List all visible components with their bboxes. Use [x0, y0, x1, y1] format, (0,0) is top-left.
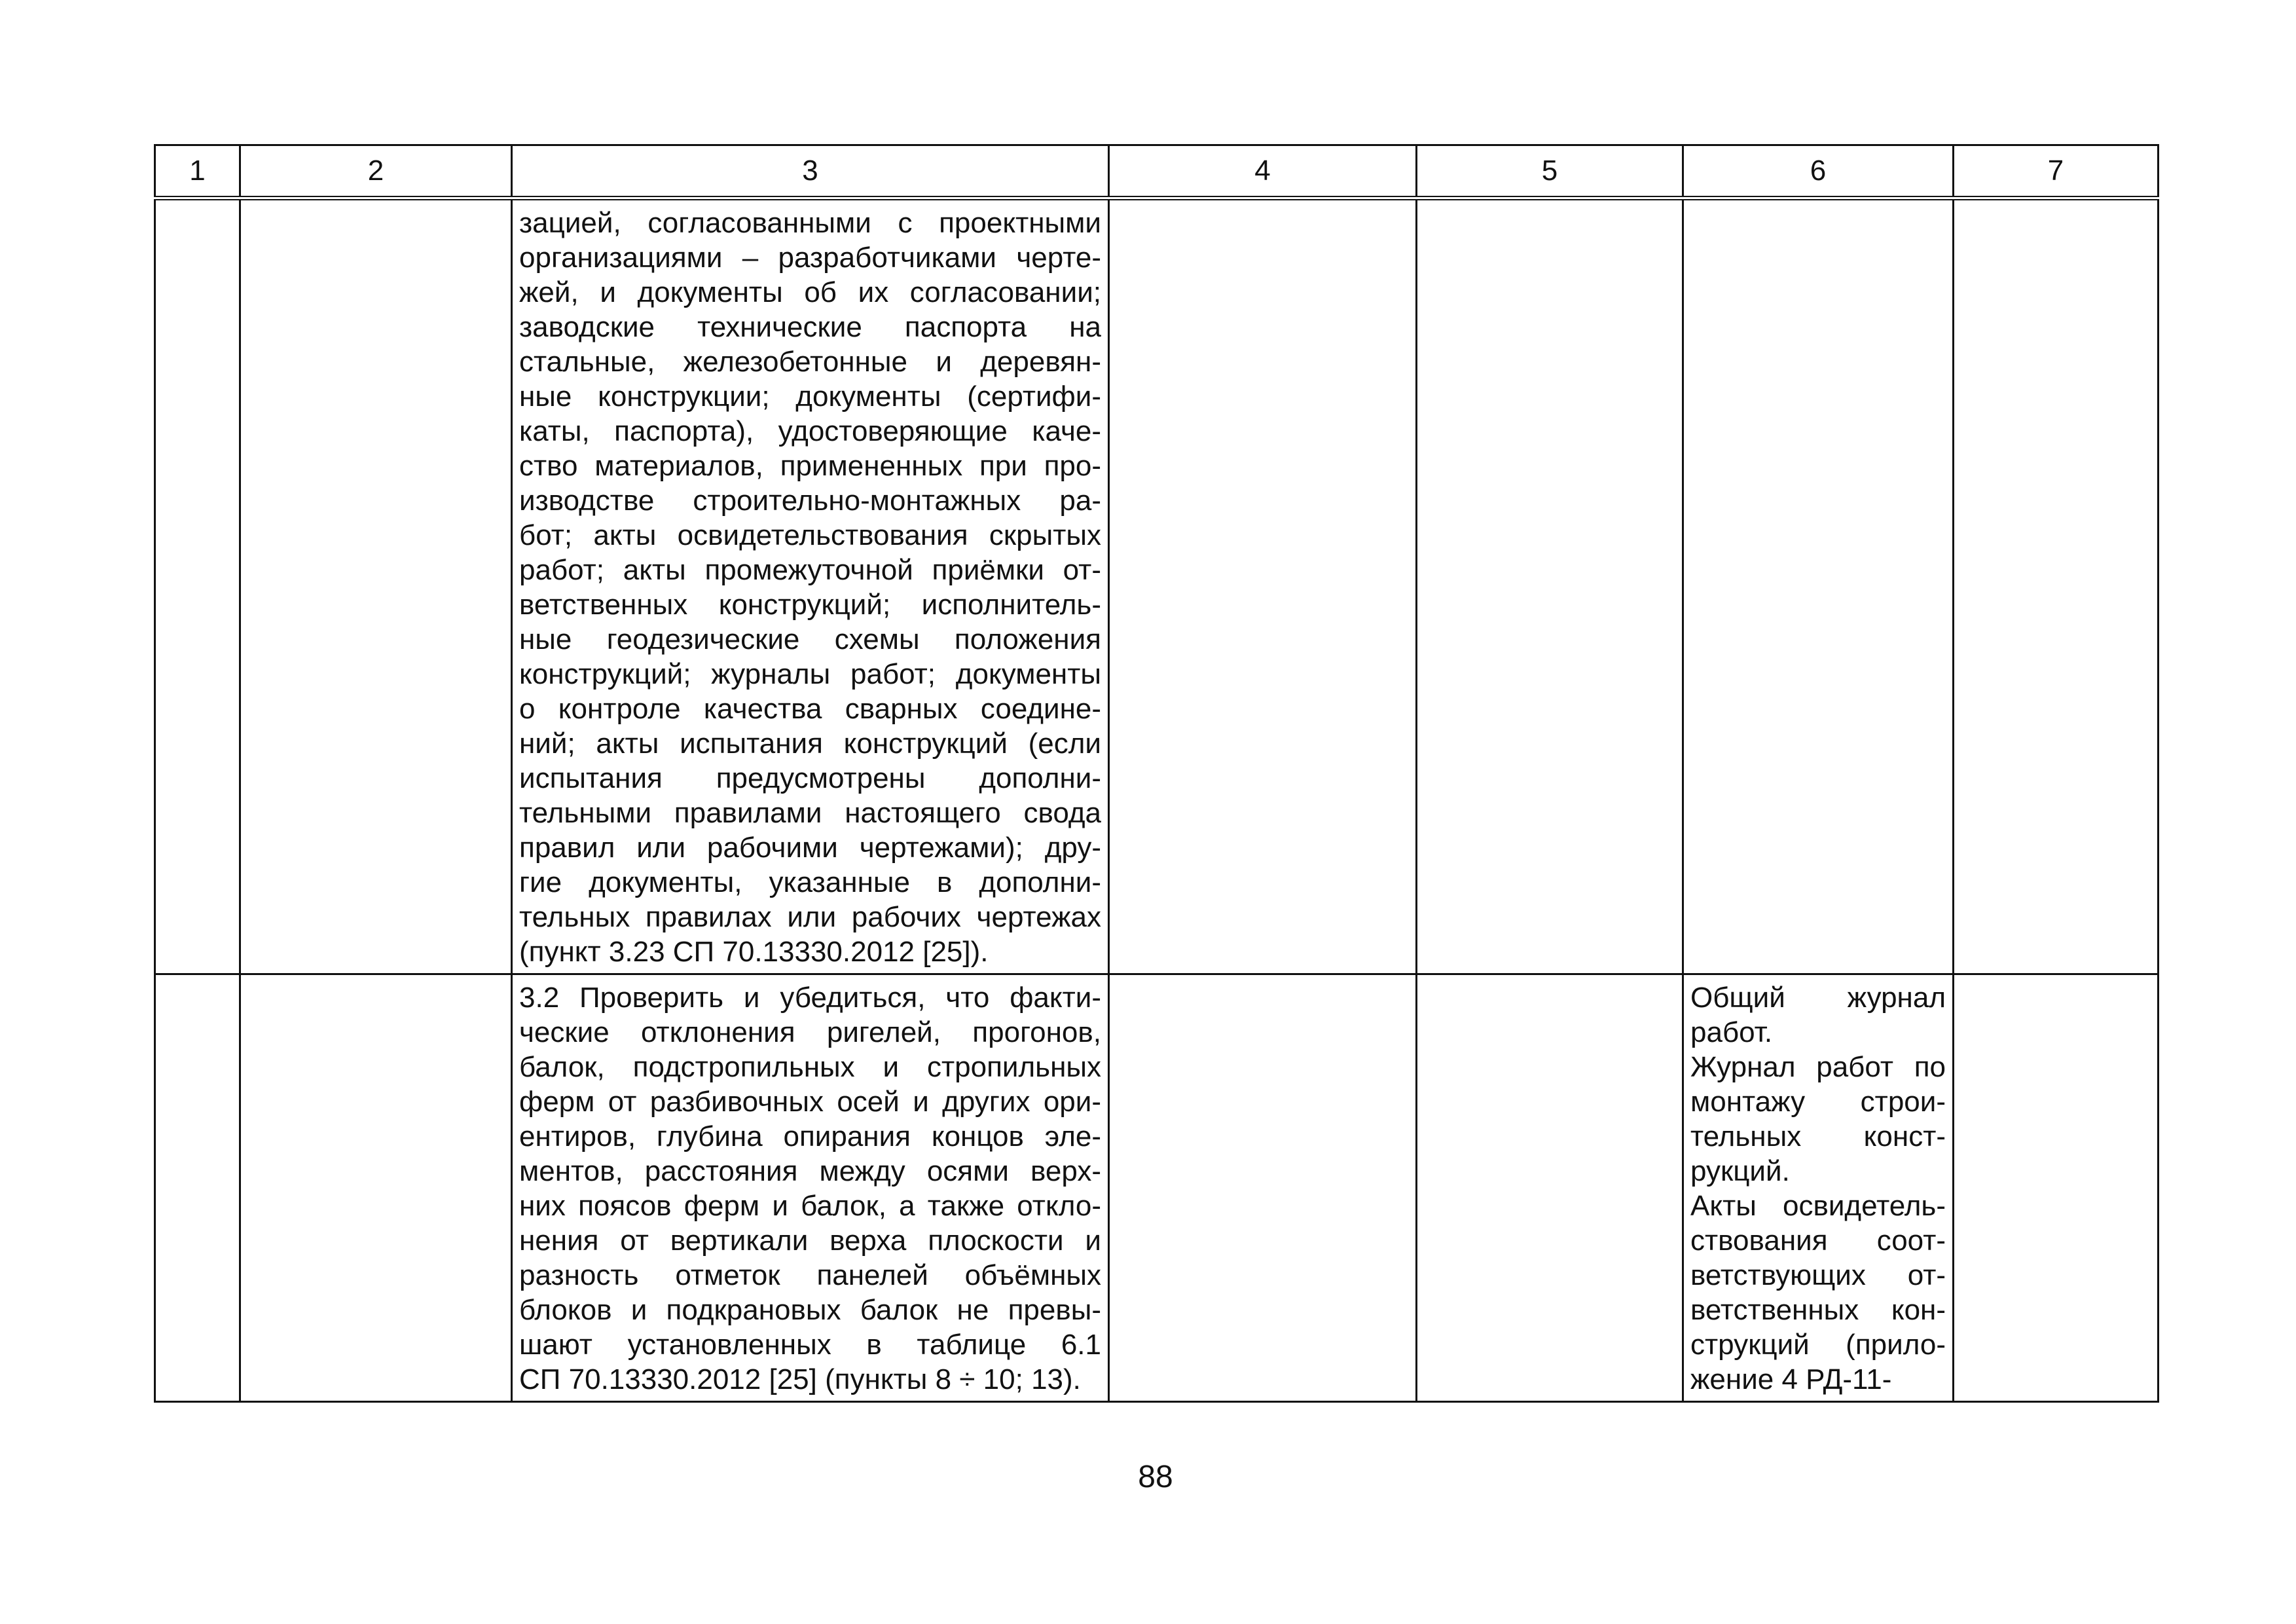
header-col-6: 6	[1683, 145, 1954, 198]
header-col-7: 7	[1954, 145, 2159, 198]
text-line: СП 70.13330.2012 [25] (пункты 8 ÷ 10; 13).	[519, 1363, 1081, 1395]
header-col-1: 1	[155, 145, 240, 198]
text-line: изводстве строительно-монтажных ра-	[519, 485, 1101, 517]
text-line: монтажу строи-	[1690, 1086, 1946, 1118]
text-line: ные геодезические схемы положения	[519, 623, 1101, 655]
row1-col3-text	[513, 200, 1108, 973]
text-line: испытания предусмотрены дополни-	[519, 762, 1101, 794]
text-line: ментов, расстояния между осями верх-	[519, 1155, 1101, 1187]
text-line: тельных правилах или рабочих чертежах	[519, 901, 1101, 933]
row1-col-7	[1954, 198, 2159, 974]
text-line: организациями – разработчиками черте-	[519, 242, 1101, 274]
header-col-2: 2	[240, 145, 512, 198]
row2-col-5	[1417, 974, 1683, 1402]
text-line: работ; акты промежуточной приёмки от-	[519, 554, 1101, 586]
text-line: правил или рабочими чертежами); дру-	[519, 832, 1101, 864]
text-line: Общий журнал	[1690, 982, 1946, 1014]
row1-col-5	[1417, 198, 1683, 974]
text-line: ентиров, глубина опирания концов эле-	[519, 1120, 1101, 1153]
text-line: зацией, согласованными с проектными	[519, 207, 1101, 239]
document-table	[154, 144, 2159, 1403]
text-line: о контроле качества сварных соедине-	[519, 693, 1101, 725]
text-line: ний; акты испытания конструкций (если	[519, 728, 1101, 760]
text-line: каты, паспорта), удостоверяющие каче-	[519, 415, 1101, 447]
text-line: ные конструкции; документы (сертифи-	[519, 380, 1101, 413]
text-line: рукций.	[1690, 1155, 1790, 1187]
row1-col-6	[1683, 198, 1954, 974]
row2-col-4	[1109, 974, 1417, 1402]
row2-col-1	[155, 974, 240, 1402]
text-line: ветственных кон-	[1690, 1294, 1946, 1326]
text-line: жей, и документы об их согласовании;	[519, 276, 1101, 308]
text-line: жение 4 РД-11-	[1690, 1363, 1892, 1395]
row1-col-4	[1109, 198, 1417, 974]
header-col-4: 4	[1109, 145, 1417, 198]
text-line: них поясов ферм и балок, а также откло-	[519, 1190, 1101, 1222]
text-line: стальные, железобетонные и деревян-	[519, 346, 1101, 378]
row2-col3-text	[513, 975, 1108, 1401]
row2-col-2	[240, 974, 512, 1402]
text-line: балок, подстропильных и стропильных	[519, 1051, 1101, 1083]
text-line: разность отметок панелей объёмных	[519, 1259, 1101, 1291]
text-line: нения от вертикали верха плоскости и	[519, 1225, 1101, 1257]
text-line: Журнал работ по	[1690, 1051, 1946, 1083]
text-line: тельными правилами настоящего свода	[519, 797, 1101, 829]
header-row	[155, 145, 2159, 198]
text-line: ветствующих от-	[1690, 1259, 1946, 1291]
row2-col-6	[1683, 974, 1954, 1402]
header-col-5: 5	[1417, 145, 1683, 198]
text-line: (пункт 3.23 СП 70.13330.2012 [25]).	[519, 936, 989, 968]
row1-col-2	[240, 198, 512, 974]
text-line: ветственных конструкций; исполнитель-	[519, 589, 1101, 621]
text-line: блоков и подкрановых балок не превы-	[519, 1294, 1101, 1326]
text-line: 3.2 Проверить и убедиться, что факти-	[519, 982, 1101, 1014]
text-line: гие документы, указанные в дополни-	[519, 866, 1101, 898]
text-line: заводские технические паспорта на	[519, 311, 1101, 343]
row2-col-3	[512, 974, 1109, 1402]
text-line: ствования соот-	[1690, 1225, 1946, 1257]
text-line: работ.	[1690, 1016, 1773, 1048]
text-line: Акты освидетель-	[1690, 1190, 1946, 1222]
page-number: 88	[1138, 1460, 1173, 1494]
row2-col-7	[1954, 974, 2159, 1402]
text-line: струкций (прило-	[1690, 1329, 1946, 1361]
text-line: конструкций; журналы работ; документы	[519, 658, 1101, 690]
text-line: ческие отклонения ригелей, прогонов,	[519, 1016, 1101, 1048]
row1-col-1	[155, 198, 240, 974]
text-line: ферм от разбивочных осей и других ори-	[519, 1086, 1101, 1118]
text-line: ство материалов, примененных при про-	[519, 450, 1101, 482]
text-line: бот; акты освидетельствования скрытых	[519, 519, 1101, 551]
table-row	[155, 974, 2159, 1402]
text-line: тельных конст-	[1690, 1120, 1946, 1153]
row1-col-3	[512, 198, 1109, 974]
table-row	[155, 198, 2159, 974]
header-col-3: 3	[512, 145, 1109, 198]
row2-col6-text	[1684, 975, 1952, 1401]
text-line: шают установленных в таблице 6.1	[519, 1329, 1101, 1361]
